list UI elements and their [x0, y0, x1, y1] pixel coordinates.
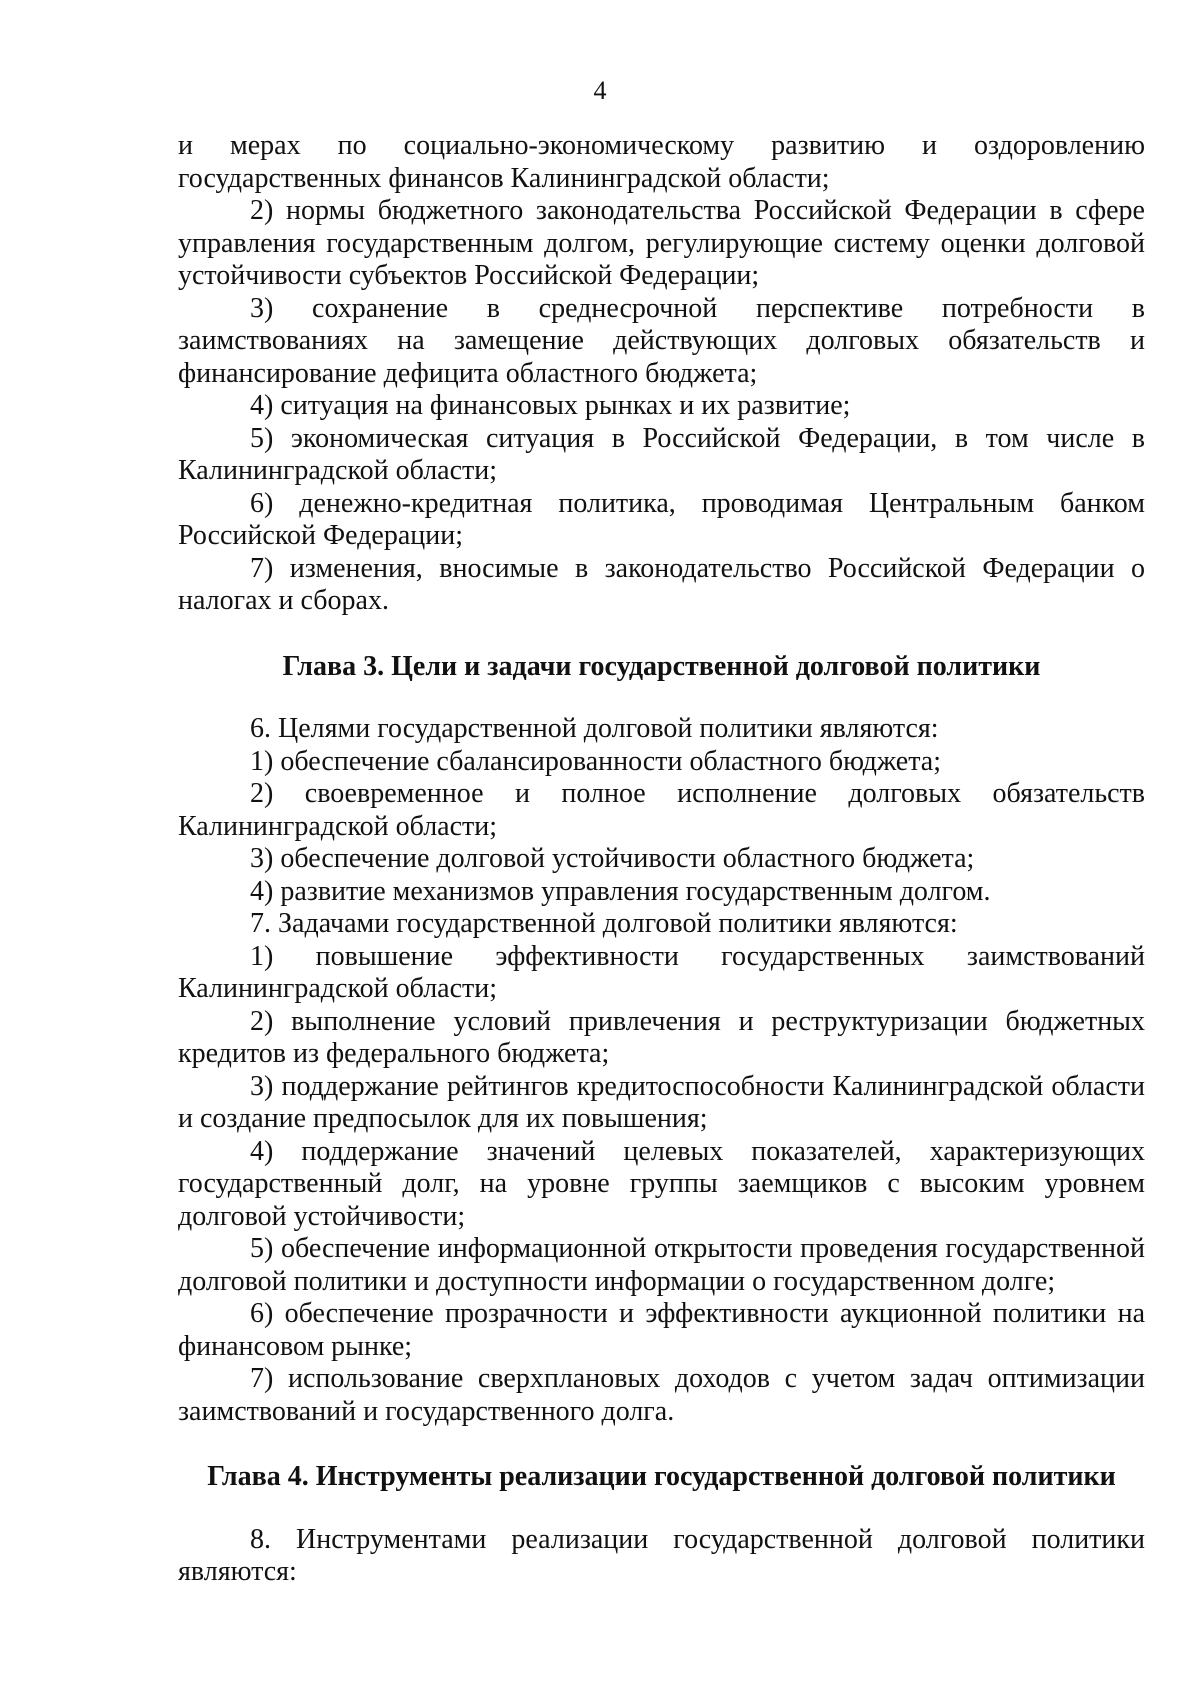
- list-item: 6) обеспечение прозрачности и эффективности аукционной политики на финансовом рынке;: [178, 1298, 1145, 1362]
- list-item: 7) изменения, вносимые в законодательство Российской Федерации о налогах и сборах.: [178, 552, 1145, 616]
- tasks-intro: 7. Задачами государственной долговой политики являются:: [250, 908, 958, 939]
- paragraph-continuation: и мерах по социально-экономическому развитию и оздоровлению государственных финансов Калининградской области;: [178, 130, 1145, 194]
- list-item: 3) сохранение в среднесрочной перспективе потребности в заимствованиях на замещение действующих долговых обязательств и финансирование дефицита областного бюджета;: [178, 292, 1145, 389]
- list-item: 2) нормы бюджетного законодательства Российской Федерации в сфере управления государственным долгом, регулирующие систему оценки долговой устойчивости субъектов Российской Федерации;: [178, 195, 1145, 291]
- list-item: 5) обеспечение информационной открытости проведения государственной долговой политики и доступности информации о государственном долге;: [178, 1233, 1145, 1297]
- list-item: 6) денежно-кредитная политика, проводимая Центральным банком Российской Федерации;: [178, 487, 1145, 551]
- list-item: 5) экономическая ситуация в Российской Федерации, в том числе в Калининградской области;: [178, 422, 1145, 486]
- list-item: 1) повышение эффективности государственных заимствований Калининградской области;: [178, 940, 1145, 1004]
- list-item: 4) ситуация на финансовых рынках и их развитие;: [250, 390, 851, 421]
- page-number: 4: [593, 76, 607, 105]
- chapter-4-heading: Глава 4. Инструменты реализации государственной долговой политики: [207, 1461, 1116, 1492]
- list-item: 2) выполнение условий привлечения и реструктуризации бюджетных кредитов из федерального бюджета;: [178, 1005, 1145, 1069]
- instruments-intro: 8. Инструментами реализации государственной долговой политики являются:: [178, 1523, 1145, 1587]
- chapter-3-heading: Глава 3. Цели и задачи государственной долговой политики: [282, 650, 1041, 682]
- list-item: 2) своевременное и полное исполнение долговых обязательств Калининградской области;: [178, 778, 1145, 842]
- list-item: 7) использование сверхплановых доходов с учетом задач оптимизации заимствований и государственного долга.: [178, 1363, 1145, 1427]
- list-item: 1) обеспечение сбалансированности областного бюджета;: [250, 745, 942, 777]
- document-body: [178, 130, 1145, 1589]
- list-item: 4) развитие механизмов управления государственным долгом.: [250, 875, 991, 907]
- list-item: 3) обеспечение долговой устойчивости областного бюджета;: [250, 843, 975, 874]
- goals-intro: 6. Целями государственной долговой политики являются:: [250, 713, 939, 744]
- list-item: 4) поддержание значений целевых показателей, характеризующих государственный долг, на уровне группы заемщиков с высоким уровнем долговой устойчивости;: [178, 1135, 1145, 1232]
- list-item: 3) поддержание рейтингов кредитоспособности Калининградской области и создание предпосылок для их повышения;: [178, 1070, 1145, 1134]
